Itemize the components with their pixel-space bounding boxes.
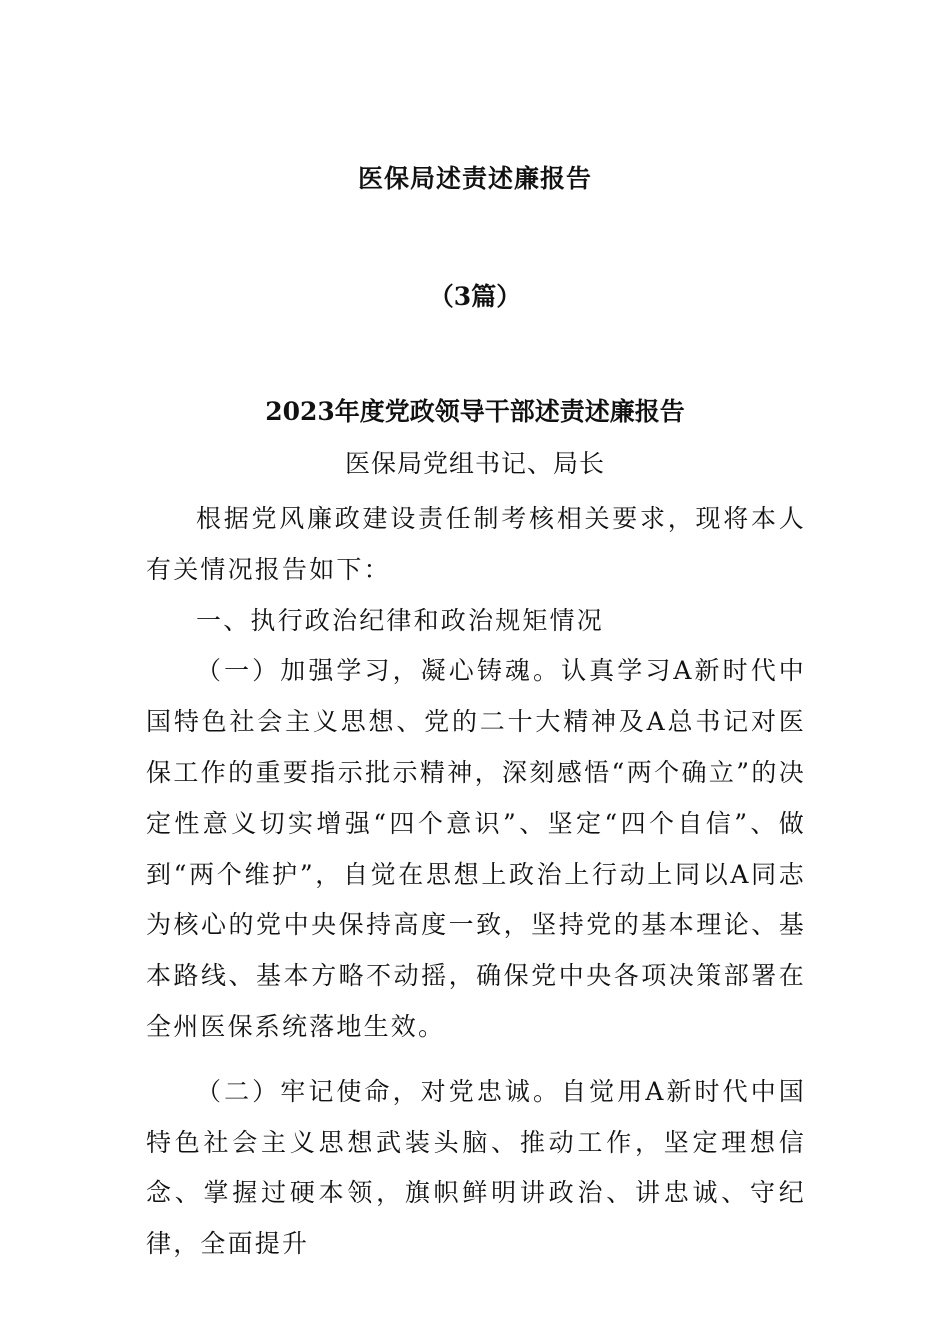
paragraph-study: （一）加强学习，凝心铸魂。认真学习A新时代中国特色社会主义思想、党的二十大精神及A总书记对医保工作的重要指示批示精神，深刻感悟“两个确立”的决定性意义切实增强“四个意识”、坚定“四个自信”、做到“两个维护”，自觉在思想上政治上行动上同以A同志为核心的党中央保持高度一致，坚持党的基本理论、基本路线、基本方略不动摇，确保党中央各项决策部署在全州医保系统落地生效。 <box>146 656 806 1041</box>
document-count: （3篇） <box>428 282 522 311</box>
document-title: 医保局述责述廉报告 <box>357 164 592 193</box>
paragraph-intro: 根据党风廉政建设责任制考核相关要求，现将本人有关情况报告如下： <box>146 504 806 584</box>
paragraph-mission: （二）牢记使命，对党忠诚。自觉用A新时代中国特色社会主义思想武装头脑、推动工作，坚定理想信念、掌握过硬本领，旗帜鲜明讲政治、讲忠诚、守纪律，全面提升 <box>146 1076 806 1259</box>
section-heading: 一、执行政治纪律和政治规矩情况 <box>196 605 605 635</box>
report-title: 2023年度党政领导干部述责述廉报告 <box>265 397 685 426</box>
body-text <box>146 494 806 1270</box>
author-line: 医保局党组书记、局长 <box>344 449 605 478</box>
